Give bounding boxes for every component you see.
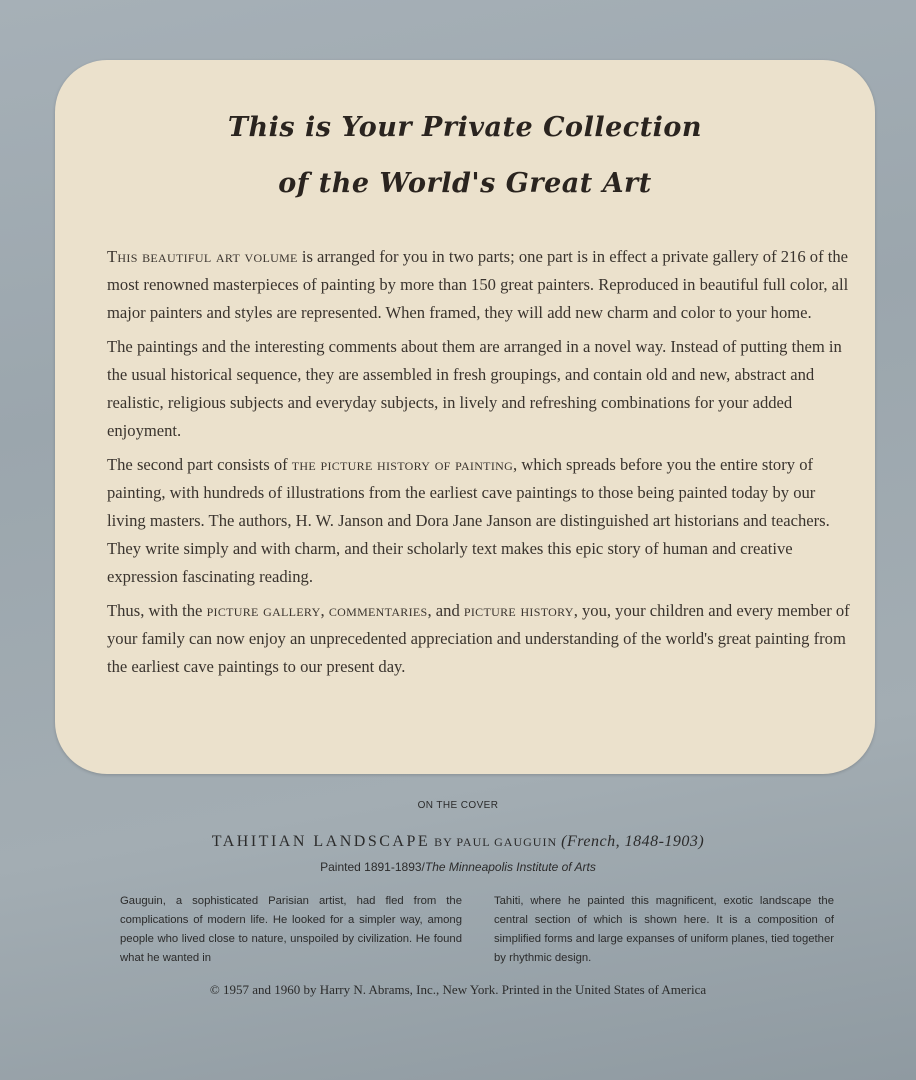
copyright-line: © 1957 and 1960 by Harry N. Abrams, Inc., New York. Printed in the United States of America <box>209 982 707 997</box>
p4-c: , and <box>427 601 464 620</box>
p3-post: , which spreads before you the entire story of painting, with hundreds of illustrations from the earliest cave paintings to those being painted today by our living masters. The authors, H. W. Janson and Dora Jane Janson are distinguished art historians and teachers. They write simply and with charm, and their scholarly text makes this epic story of human and creative expression fascinating reading. <box>107 455 830 586</box>
cover-description-col-2: Tahiti, where he painted this magnificent, exotic landscape the central section of which is shown here. It is a composition of simplified forms and large expanses of uniform planes, tied together by rhythmic design. <box>494 895 834 964</box>
p1-lead: This beautiful art volume <box>107 247 298 266</box>
cover-heading: ON THE COVER <box>417 800 499 811</box>
painting-artist: BY PAUL GAUGUIN <box>430 835 562 849</box>
cover-title-line <box>0 833 916 851</box>
p4-d: , you, your children and every member of your family can now enjoy an unprecedented appreciation and understanding of the world's great painting from the earliest cave paintings to our present day. <box>107 601 850 676</box>
cover-subline <box>0 860 916 874</box>
title-line-1: This is Your Private Collection <box>227 112 703 143</box>
intro-card <box>55 60 875 774</box>
paragraph-2: The paintings and the interesting comments about them are arranged in a novel way. Instead of putting them in the usual historical sequence, they are assembled in fresh groupings, and contain old and new, abstract and realistic, religious subjects and everyday subjects, in lively and refreshing combinations for your added enjoyment. <box>107 337 842 440</box>
artist-origin: (French, 1848-1903) <box>561 833 705 850</box>
title-line-2: of the World's Great Art <box>278 168 652 199</box>
p3-book-title: the picture history of painting <box>291 455 514 474</box>
p4-commentaries: commentaries <box>328 601 428 620</box>
painting-title: TAHITIAN LANDSCAPE <box>211 833 431 850</box>
intro-body <box>107 243 852 687</box>
painted-dates: Painted 1891-1893/ <box>320 860 425 874</box>
paragraph-3 <box>107 451 852 591</box>
p4-a: Thus, with the <box>107 601 207 620</box>
cover-description-col-1: Gauguin, a sophisticated Parisian artist, had fled from the complications of modern life. He looked for a simpler way, among people who lived close to nature, unspoiled by civilization. He found what he wanted in <box>120 895 462 964</box>
p4-b: , <box>320 601 329 620</box>
p1-text: is arranged for you in two parts; one part is in effect a private gallery of 216 of the most renowned masterpieces of painting by more than 150 great painters. Reproduced in beautiful full color, all major painters and styles are represented. When framed, they will add new charm and color to your home. <box>107 247 849 322</box>
p3-pre: The second part consists of <box>107 455 292 474</box>
paragraph-4 <box>107 597 852 681</box>
paragraph-1 <box>107 243 852 327</box>
painting-location: The Minneapolis Institute of Arts <box>424 860 596 874</box>
p4-gallery: picture gallery <box>206 601 321 620</box>
p4-history: picture history <box>463 601 574 620</box>
